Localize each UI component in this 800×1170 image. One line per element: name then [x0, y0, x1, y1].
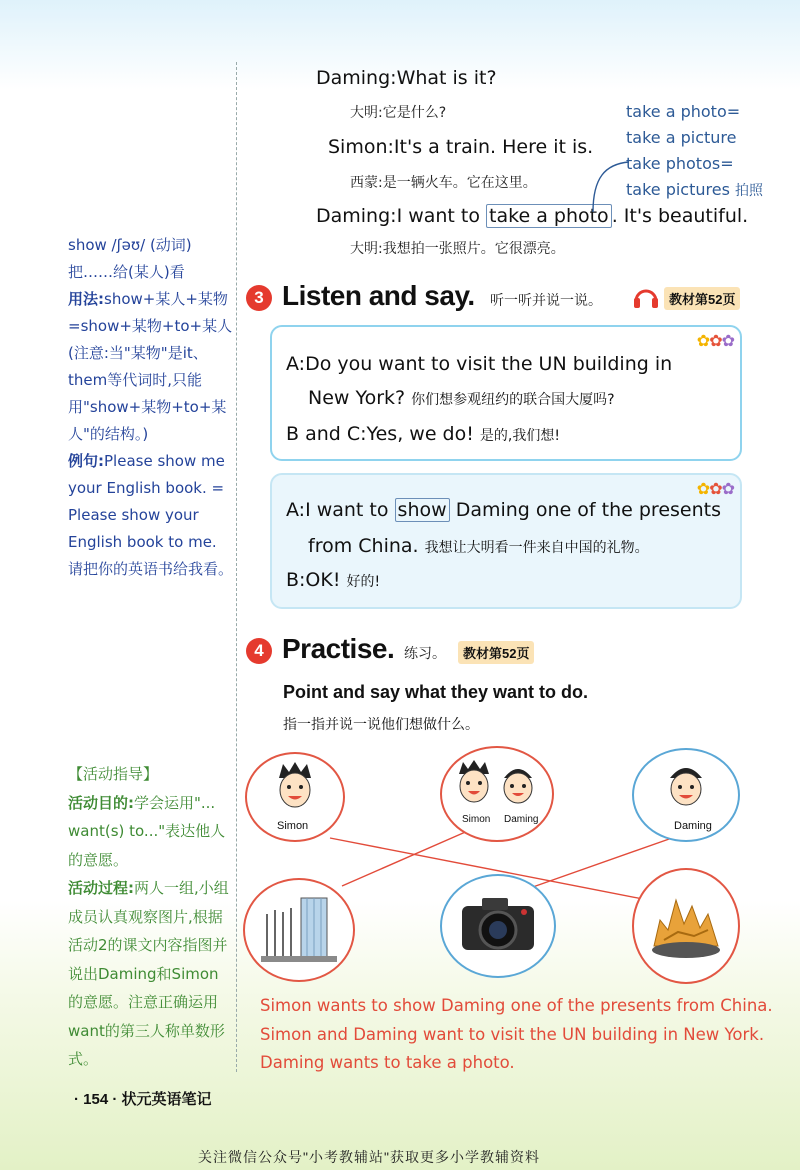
card2-line-1-post: Daming one of the presents [449, 499, 721, 521]
dialogue-line-1-cn: 大明:它是什么? [350, 105, 447, 121]
footer-text: 关注微信公众号"小考教辅站"获取更多小学教辅资料 [198, 1149, 540, 1165]
dialogue-line-2-cn: 西蒙:是一辆火车。它在这里。 [350, 175, 537, 191]
highlight-take-a-photo: take a photo [486, 204, 612, 228]
carving-present-icon [648, 890, 724, 962]
label-daming: Daming [674, 820, 712, 832]
dialogue-line-3-pre: Daming:I want to [316, 205, 487, 227]
card1-line-1: A:Do you want to visit the UN building in [286, 353, 673, 375]
section-4-tag: 教材第52页 [458, 641, 534, 664]
flower-icon-2: ✿✿✿ [696, 481, 734, 498]
section-4-title: Practise. [282, 633, 395, 664]
simon-face-icon [275, 762, 315, 812]
card1-line-2-en: New York? [308, 387, 406, 409]
dialogue-line-1: Daming:What is it? [316, 67, 497, 89]
dialogue-line-3-post: . It's beautiful. [611, 205, 749, 227]
card1-line-3-cn: 是的,我们想! [479, 428, 560, 444]
simon-face-icon-2 [456, 760, 492, 806]
camera-icon [458, 894, 538, 956]
page-number: · 154 · 状元英语笔记 [74, 1091, 212, 1108]
card2-line-2-en: from China. [308, 535, 419, 557]
card2-line-2-cn: 我想让大明看一件来自中国的礼物。 [424, 540, 649, 556]
circle-daming [632, 748, 740, 842]
dialogue-line-2: Simon:It's a train. Here it is. [328, 136, 594, 158]
card2-line-3-cn: 好的! [346, 574, 381, 590]
circle-simon-daming [440, 746, 554, 842]
card1-line-3-en: B and C:Yes, we do! [286, 423, 474, 445]
card2-line-1-pre: A:I want to [286, 499, 395, 521]
label-simon-2: Simon [462, 814, 491, 825]
label-simon: Simon [277, 820, 309, 832]
section-3-title: Listen and say. [282, 280, 475, 311]
example-text: Please show me your English book. = Please show your English book to me. [68, 452, 225, 551]
usage-text: show+某人+某物=show+某物+to+某人(注意:当"某物"是it、them等代词时,只能用"show+某物+to+某人"的结构。) [68, 290, 233, 443]
vocab-example-cn: 请把你的英语书给我看。 [68, 560, 234, 578]
note-line-4-cn: 拍照 [735, 183, 764, 199]
goal-label: 活动目的: [68, 793, 134, 812]
circle-un-building [243, 878, 355, 982]
section-3-number: 3 [246, 285, 272, 311]
usage-label: 用法: [68, 290, 104, 308]
note-line-1: take a photo= [626, 102, 741, 121]
answer-sentence-1: Simon wants to show Daming one of the presents from China. [260, 996, 773, 1015]
answer-sentence-3: Daming wants to take a photo. [260, 1053, 515, 1072]
circle-simon [245, 752, 345, 842]
process-label: 活动过程: [68, 879, 134, 897]
section-4-instruction-cn: 指一指并说一说他们想做什么。 [283, 716, 479, 732]
vocab-meaning: 把……给(某人)看 [68, 263, 185, 281]
card1-line-2-cn: 你们想参观纽约的联合国大厦吗? [411, 392, 615, 408]
un-building-icon [261, 894, 337, 966]
section-4-instruction: Point and say what they want to do. [283, 682, 589, 702]
section-3-cn: 听一听并说一说。 [490, 292, 602, 308]
section-4-number: 4 [246, 638, 272, 664]
section-3-tag: 教材第52页 [664, 287, 740, 310]
example-label: 例句: [68, 452, 104, 470]
circle-camera [440, 874, 556, 978]
label-daming-2: Daming [504, 814, 539, 825]
note-line-3: take photos= [626, 154, 734, 173]
card2-line-3-en: B:OK! [286, 569, 341, 591]
daming-face-icon-2 [666, 760, 706, 810]
circle-present [632, 868, 740, 984]
process-text: 两人一组,小组成员认真观察图片,根据活动2的课文内容指图并说出Daming和Simon的意愿。注意正确运用want的第三人称单数形式。 [68, 879, 229, 1068]
daming-face-icon [500, 762, 536, 806]
flower-icon: ✿✿✿ [696, 333, 734, 350]
goal-text: 学会运用"... want(s) to..."表达他人的意愿。 [68, 793, 226, 869]
dialogue-line-3-cn: 大明:我想拍一张照片。它很漂亮。 [350, 241, 565, 257]
activity-title: 【活动指导】 [68, 765, 159, 783]
highlight-show: show [395, 498, 450, 522]
answer-sentence-2: Simon and Daming want to visit the UN building in New York. [260, 1025, 765, 1044]
note-line-2: take a picture [626, 128, 737, 147]
section-4-cn: 练习。 [404, 645, 446, 661]
vocab-word: show /ʃəʊ/ (动词) [68, 236, 192, 254]
note-line-4-en: take pictures [626, 180, 730, 199]
